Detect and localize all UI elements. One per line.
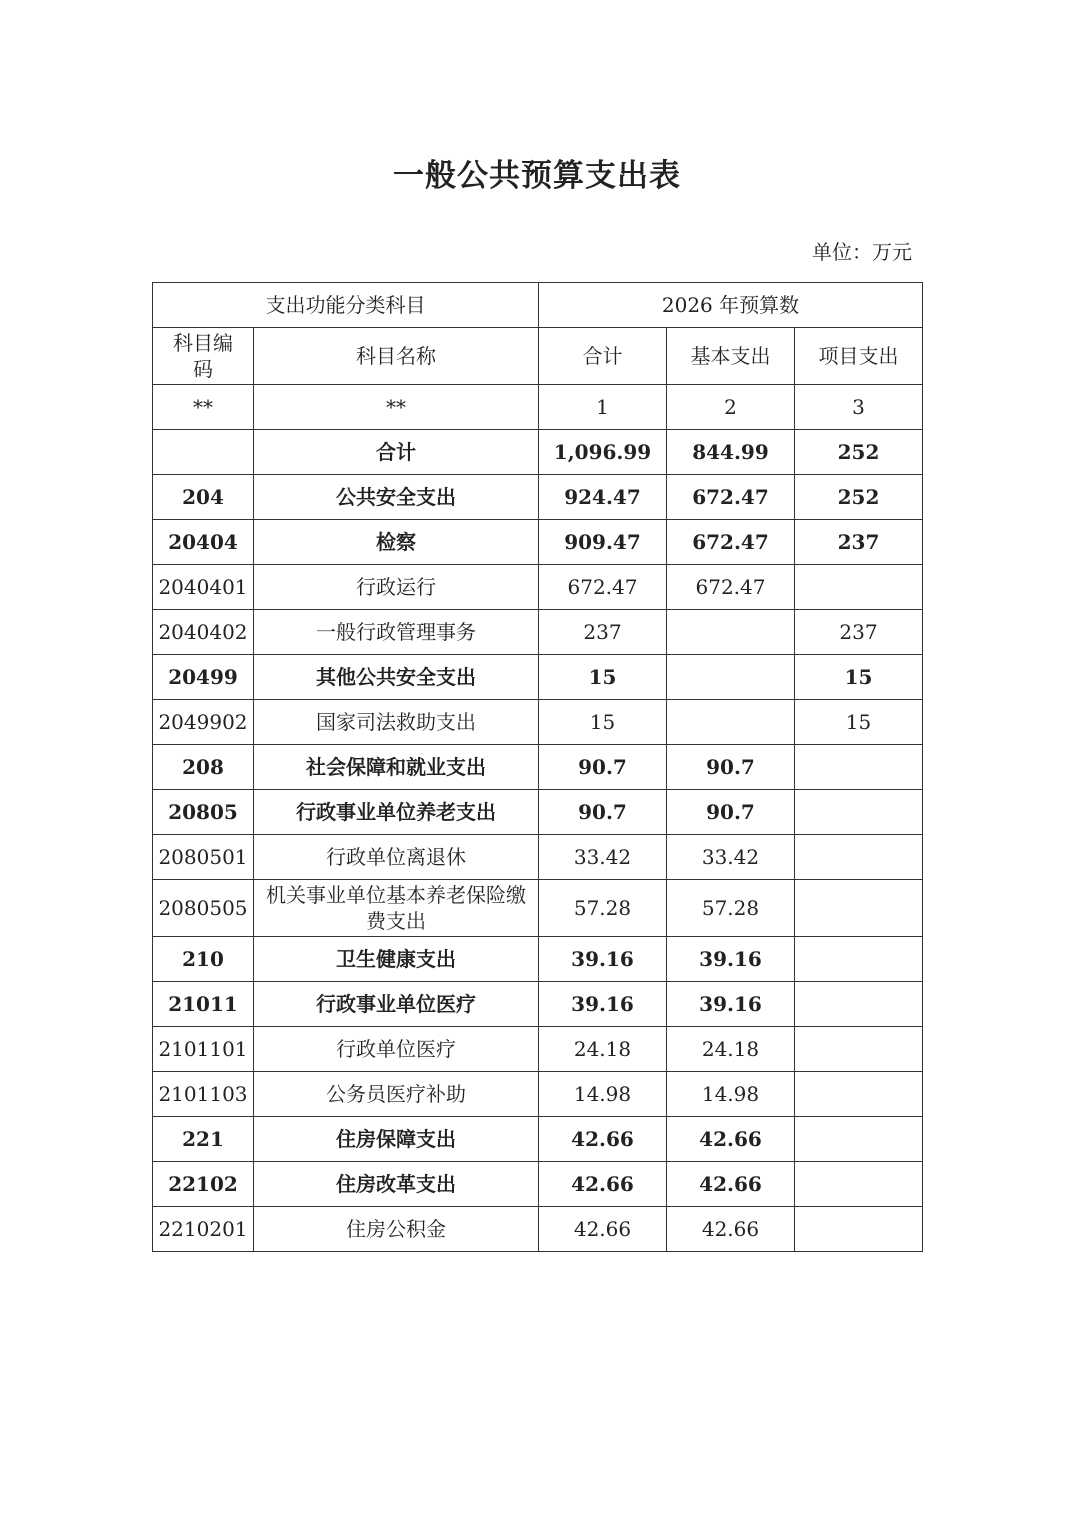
header-group-row [153,283,923,328]
total-cell: 42.66 [539,1162,667,1207]
project-cell: 237 [795,520,923,565]
total-cell: 15 [539,655,667,700]
basic-cell [667,700,795,745]
basic-cell [667,655,795,700]
total-cell: 42.66 [539,1207,667,1252]
total-cell: 39.16 [539,982,667,1027]
table-row [153,475,923,520]
table-row [153,835,923,880]
budget-table [152,282,923,1252]
code-cell: 221 [153,1117,254,1162]
header-budget-2026: 2026 年预算数 [539,283,923,328]
name-cell: 住房公积金 [254,1207,539,1252]
basic-cell: 672.47 [667,475,795,520]
name-cell: 公共安全支出 [254,475,539,520]
basic-cell: 42.66 [667,1162,795,1207]
basic-cell: 42.66 [667,1207,795,1252]
basic-cell: 39.16 [667,982,795,1027]
table-row [153,430,923,475]
name-cell: 其他公共安全支出 [254,655,539,700]
header-function-category: 支出功能分类科目 [153,283,539,328]
table-row [153,880,923,937]
project-cell [795,1072,923,1117]
basic-cell: 672.47 [667,565,795,610]
code-cell: 2049902 [153,700,254,745]
total-cell: 90.7 [539,790,667,835]
total-cell: 39.16 [539,937,667,982]
total-cell: 14.98 [539,1072,667,1117]
index-cell: 1 [539,385,667,430]
index-cell: ** [153,385,254,430]
code-cell: 208 [153,745,254,790]
basic-cell: 42.66 [667,1117,795,1162]
name-cell: 行政单位离退休 [254,835,539,880]
table-row [153,1117,923,1162]
table-row [153,745,923,790]
total-cell: 33.42 [539,835,667,880]
table-row [153,1072,923,1117]
total-cell: 924.47 [539,475,667,520]
project-cell: 15 [795,655,923,700]
name-cell: 住房改革支出 [254,1162,539,1207]
total-cell: 237 [539,610,667,655]
project-cell [795,1117,923,1162]
basic-cell: 33.42 [667,835,795,880]
table-row [153,565,923,610]
total-cell: 90.7 [539,745,667,790]
code-cell: 2040402 [153,610,254,655]
table-row [153,1027,923,1072]
project-cell [795,880,923,937]
table-row [153,1207,923,1252]
basic-cell: 39.16 [667,937,795,982]
basic-cell: 844.99 [667,430,795,475]
basic-cell: 90.7 [667,745,795,790]
total-cell: 909.47 [539,520,667,565]
name-cell: 行政事业单位养老支出 [254,790,539,835]
project-cell [795,1207,923,1252]
table-row [153,700,923,745]
project-cell [795,982,923,1027]
basic-cell: 57.28 [667,880,795,937]
table-row [153,655,923,700]
table-row [153,937,923,982]
code-cell: 2101101 [153,1027,254,1072]
code-cell: 20404 [153,520,254,565]
project-cell: 15 [795,700,923,745]
header-code: 科目编码 [153,328,254,385]
table-row [153,520,923,565]
name-cell: 卫生健康支出 [254,937,539,982]
total-cell: 57.28 [539,880,667,937]
code-cell: 2040401 [153,565,254,610]
project-cell [795,937,923,982]
name-cell: 机关事业单位基本养老保险缴费支出 [254,880,539,937]
code-cell: 210 [153,937,254,982]
name-cell: 住房保障支出 [254,1117,539,1162]
index-cell: 3 [795,385,923,430]
name-cell: 社会保障和就业支出 [254,745,539,790]
code-cell [153,430,254,475]
name-cell: 行政事业单位医疗 [254,982,539,1027]
code-cell: 204 [153,475,254,520]
header-total: 合计 [539,328,667,385]
project-cell [795,745,923,790]
project-cell: 237 [795,610,923,655]
name-cell: 国家司法救助支出 [254,700,539,745]
code-cell: 22102 [153,1162,254,1207]
project-cell [795,790,923,835]
total-cell: 1,096.99 [539,430,667,475]
header-column-row [153,328,923,385]
basic-cell: 90.7 [667,790,795,835]
name-cell: 一般行政管理事务 [254,610,539,655]
code-cell: 20499 [153,655,254,700]
project-cell [795,1027,923,1072]
code-cell: 20805 [153,790,254,835]
header-basic: 基本支出 [667,328,795,385]
project-cell [795,1162,923,1207]
project-cell: 252 [795,475,923,520]
table-row [153,610,923,655]
code-cell: 2210201 [153,1207,254,1252]
basic-cell: 14.98 [667,1072,795,1117]
index-cell: ** [254,385,539,430]
name-cell: 公务员医疗补助 [254,1072,539,1117]
page-title: 一般公共预算支出表 [393,158,681,194]
index-row [153,385,923,430]
project-cell: 252 [795,430,923,475]
total-cell: 15 [539,700,667,745]
header-project: 项目支出 [795,328,923,385]
name-cell: 检察 [254,520,539,565]
unit-label: 单位：万元 [812,240,912,264]
table-row [153,790,923,835]
name-cell: 行政运行 [254,565,539,610]
name-cell: 合计 [254,430,539,475]
header-name: 科目名称 [254,328,539,385]
basic-cell [667,610,795,655]
basic-cell: 672.47 [667,520,795,565]
table-row [153,1162,923,1207]
code-cell: 21011 [153,982,254,1027]
code-cell: 2080501 [153,835,254,880]
index-cell: 2 [667,385,795,430]
total-cell: 672.47 [539,565,667,610]
project-cell [795,835,923,880]
total-cell: 42.66 [539,1117,667,1162]
code-cell: 2080505 [153,880,254,937]
code-cell: 2101103 [153,1072,254,1117]
table-row [153,982,923,1027]
total-cell: 24.18 [539,1027,667,1072]
name-cell: 行政单位医疗 [254,1027,539,1072]
basic-cell: 24.18 [667,1027,795,1072]
project-cell [795,565,923,610]
